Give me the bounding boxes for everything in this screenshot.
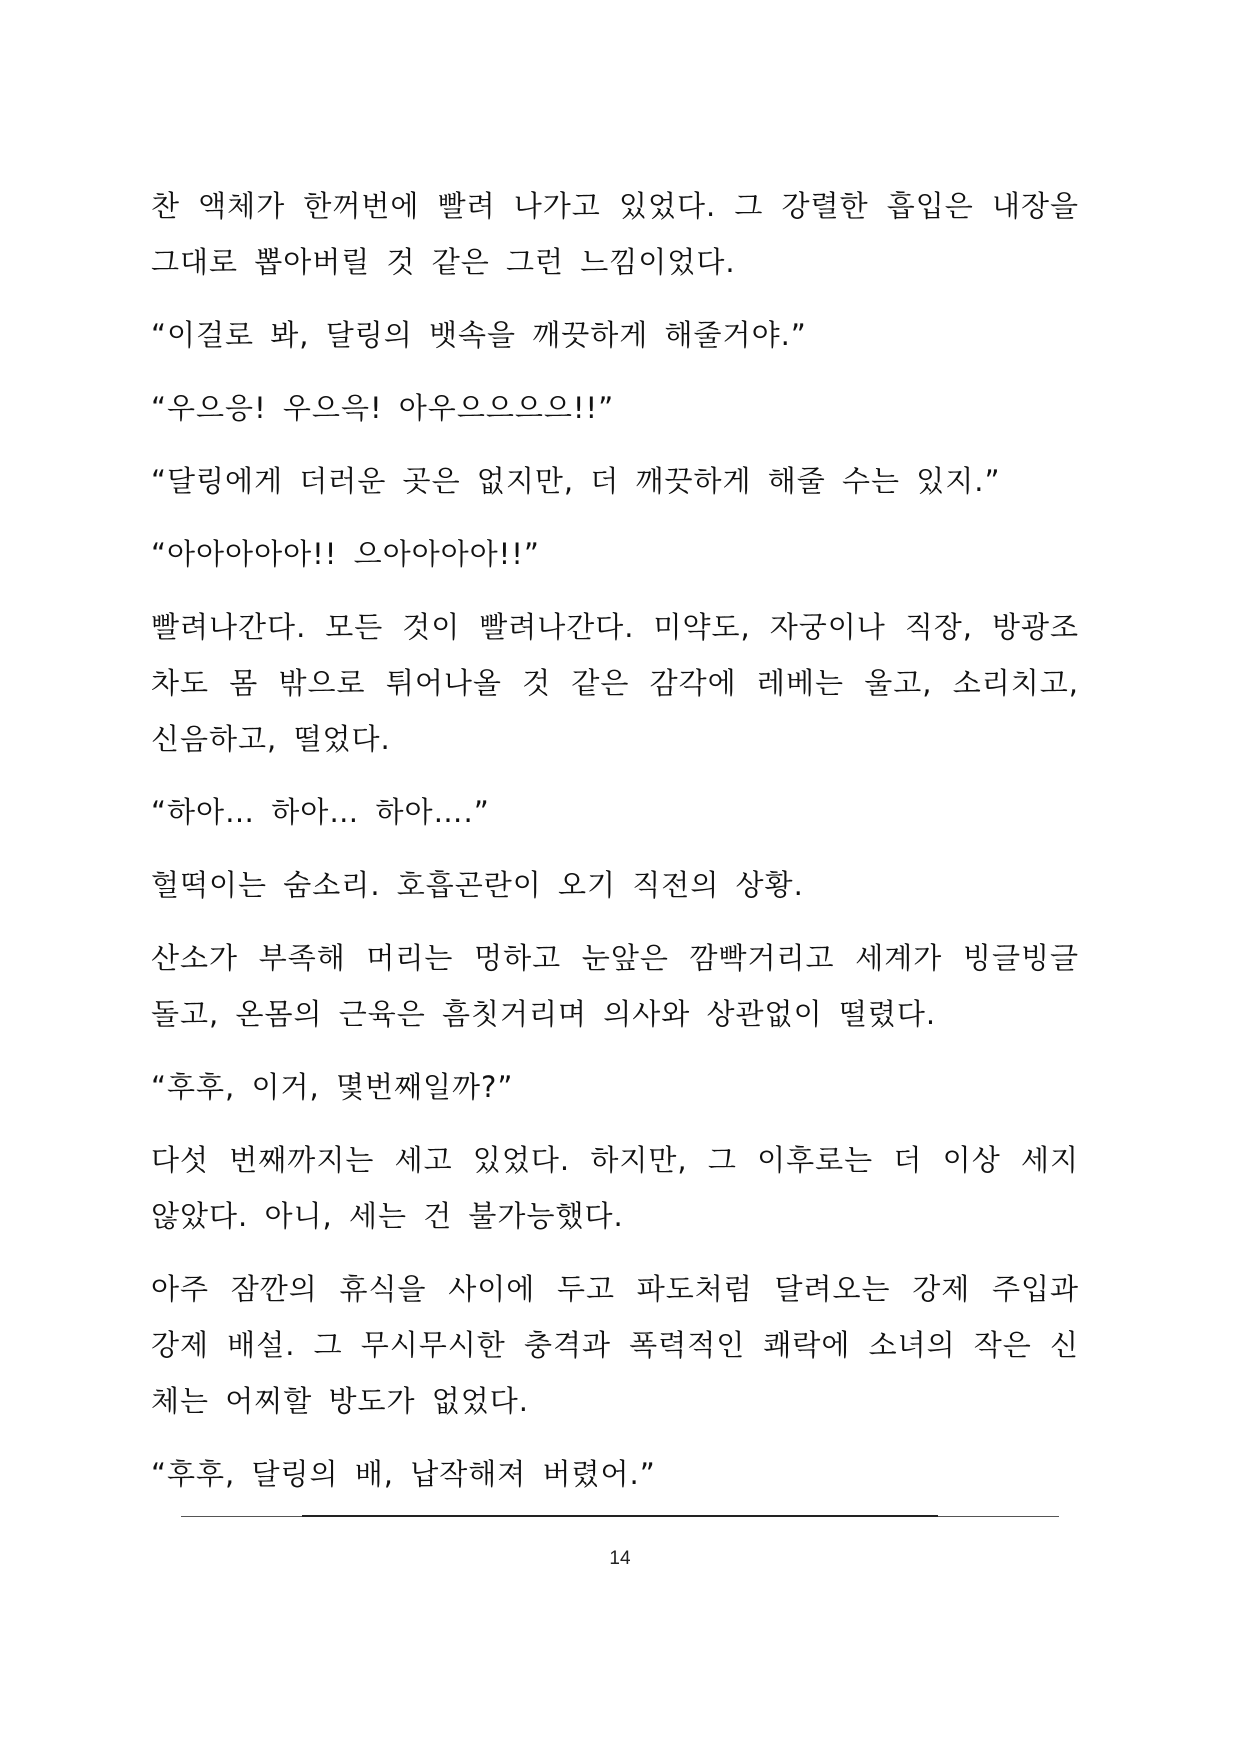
dialogue-line: “이걸로 봐, 달링의 뱃속을 깨끗하게 해줄거야.”	[151, 318, 807, 352]
dialogue-line: “달링에게 더러운 곳은 없지만, 더 깨끗하게 해줄 수는 있지.”	[151, 464, 1001, 498]
dialogue-line: “우으응! 우으윽! 아우으으으으!!”	[151, 391, 615, 425]
dialogue-line: “아아아아아!! 으아아아아!!”	[151, 537, 540, 571]
footer-divider-accent	[302, 1515, 938, 1517]
dialogue-line: “후후, 달링의 배, 납작해져 버렸어.”	[151, 1457, 656, 1491]
paragraph: 빨려나간다. 모든 것이 빨려나간다. 미약도, 자궁이나 직장, 방광조차도 몸 밖으로 튀어나올 것 같은 감각에 레베는 울고, 소리치고, 신음하고, 떨었다.	[151, 610, 1079, 756]
paragraph: 헐떡이는 숨소리. 호흡곤란이 오기 직전의 상황.	[151, 868, 804, 902]
paragraph: 산소가 부족해 머리는 멍하고 눈앞은 깜빡거리고 세계가 빙글빙글 돌고, 온몸의 근육은 흠칫거리며 의사와 상관없이 떨렸다.	[151, 941, 1079, 1031]
page-body	[151, 178, 1079, 1519]
dialogue-line: “하아… 하아… 하아….”	[151, 795, 490, 829]
dialogue-line: “후후, 이거, 몇번째일까?”	[151, 1070, 514, 1104]
paragraph: 찬 액체가 한꺼번에 빨려 나가고 있었다. 그 강렬한 흡입은 내장을 그대로 뽑아버릴 것 같은 그런 느낌이었다.	[151, 189, 1079, 279]
paragraph: 다섯 번째까지는 세고 있었다. 하지만, 그 이후로는 더 이상 세지 않았다. 아니, 세는 건 불가능했다.	[151, 1143, 1079, 1233]
paragraph: 아주 잠깐의 휴식을 사이에 두고 파도처럼 달려오는 강제 주입과 강제 배설. 그 무시무시한 충격과 폭력적인 쾌락에 소녀의 작은 신체는 어찌할 방도가 없었다.	[151, 1272, 1079, 1418]
page-number: 14	[609, 1548, 631, 1569]
